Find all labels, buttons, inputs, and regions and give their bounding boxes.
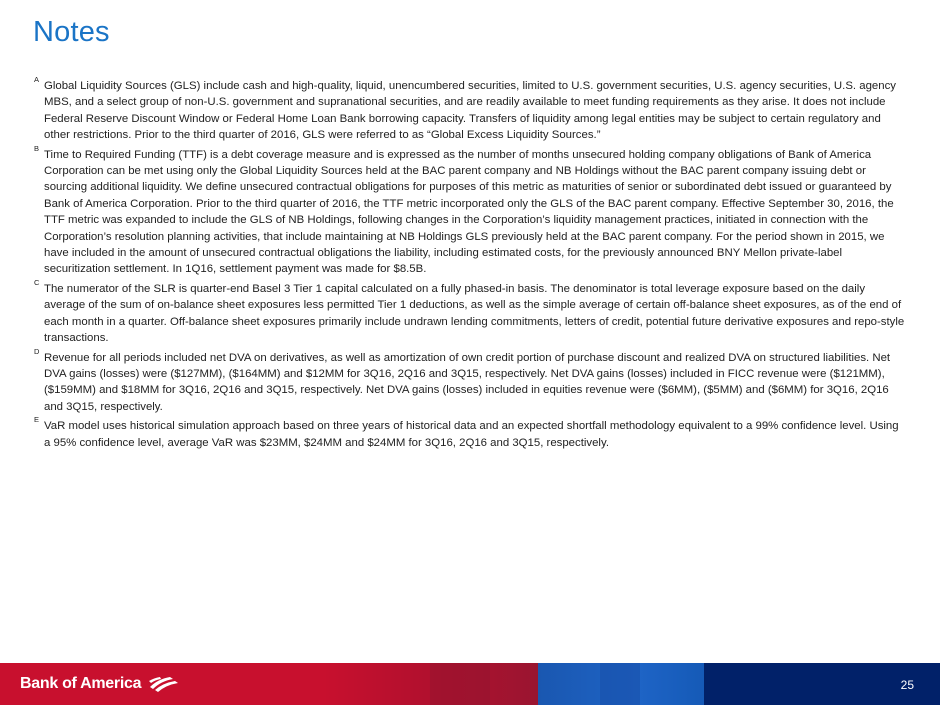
note-marker: D bbox=[34, 346, 40, 356]
note-marker: A bbox=[34, 75, 40, 84]
note-marker: C bbox=[34, 277, 40, 287]
note-c bbox=[34, 277, 906, 347]
note-text: VaR model uses historical simulation approach based on three years of historical data and an expected shortfall methodology equivalent to a 99% confidence level. Using a 95% confidence level, average VaR was $23MM, $24MM and $24MM for 3Q16, 2Q16 and 3Q15, respectively. bbox=[44, 420, 899, 449]
note-d bbox=[34, 346, 906, 416]
bank-logo bbox=[20, 675, 180, 693]
note-text: Time to Required Funding (TTF) is a debt coverage measure and is expressed as the number of months unsecured holding company obligations of Bank of America Corporation can be met using only the Global Liquidity Sources held at the BAC parent company and NB Holdings without the BAC parent company issuing debt or sourcing additional liquidity. We define unsecured contractual obligations for purposes of this metric as maturities of senior or subordinated debt issued or guaranteed by Bank of America Corporation. Prior to the third quarter of 2016, the TTF metric incorporated only the GLS of the BAC parent company. Effective September 30, 2016, the TTF metric was expanded to include the GLS of NB Holdings, following changes in the Corporation’s liquidity management practices, initiated in connection with the Corporation’s resolution planning activities, that include maintaining at NB Holdings GLS previously held at the BAC parent company. For the period shown in 2015, we have included in the amount of unsecured contractual obligations the liability, including estimated costs, for the previously announced BNY Mellon private-label securitization settlement. In 1Q16, settlement payment was made for $8.5B. bbox=[44, 148, 894, 276]
page-title: Notes bbox=[33, 16, 110, 48]
note-text: Global Liquidity Sources (GLS) include cash and high-quality, liquid, unencumbered securities, limited to U.S. government securities, U.S. agency securities, U.S. agency MBS, and a select group of non-U.S. government and supranational securities, and are readily available to meet funding requirements as they arise. It does not include Federal Reserve Discount Window or Federal Home Loan Bank borrowing capacity. Transfers of liquidity among legal entities may be subject to certain regulatory and other restrictions. Prior to the third quarter of 2016, GLS were referred to as “Global Excess Liquidity Sources.” bbox=[44, 80, 896, 142]
note-text: The numerator of the SLR is quarter-end Basel 3 Tier 1 capital calculated on a fully phased-in basis. The denominator is total leverage exposure based on the daily average of the sum of on-balance sheet exposures less permitted Tier 1 deductions, as well as the simple average of certain off-balance sheet exposures, as of the end of each month in a quarter. Off-balance sheet exposures primarily include undrawn lending commitments, letters of credit, potential future derivative exposures and repo-style transactions. bbox=[44, 282, 905, 345]
logo-wordmark: Bank of America bbox=[20, 675, 142, 692]
note-text: Revenue for all periods included net DVA on derivatives, as well as amortization of own credit portion of purchase discount and realized DVA on structured liabilities. Net DVA gains (losses) were ($127MM), ($164MM) and $12MM for 3Q16, 2Q16 and 3Q15, respectively. Net DVA gains (losses) included in FICC revenue were ($121MM), ($159MM) and $18MM for 3Q16, 2Q16 and 3Q15, respectively. Net DVA gains (losses) included in equities revenue were ($6MM), ($5MM) and ($6MM) for 3Q16, 2Q16 and 3Q15, respectively. bbox=[44, 351, 891, 413]
note-b bbox=[34, 143, 906, 278]
note-marker: E bbox=[34, 415, 40, 425]
footer-accent-band bbox=[600, 663, 640, 705]
footer-accent-band bbox=[430, 663, 490, 705]
page-number: 25 bbox=[900, 678, 914, 692]
flag-logo-icon bbox=[146, 675, 180, 693]
note-marker: B bbox=[34, 143, 40, 153]
note-a bbox=[34, 75, 906, 144]
footer-bar bbox=[0, 663, 940, 705]
note-e bbox=[34, 415, 906, 451]
notes-list bbox=[34, 75, 906, 454]
